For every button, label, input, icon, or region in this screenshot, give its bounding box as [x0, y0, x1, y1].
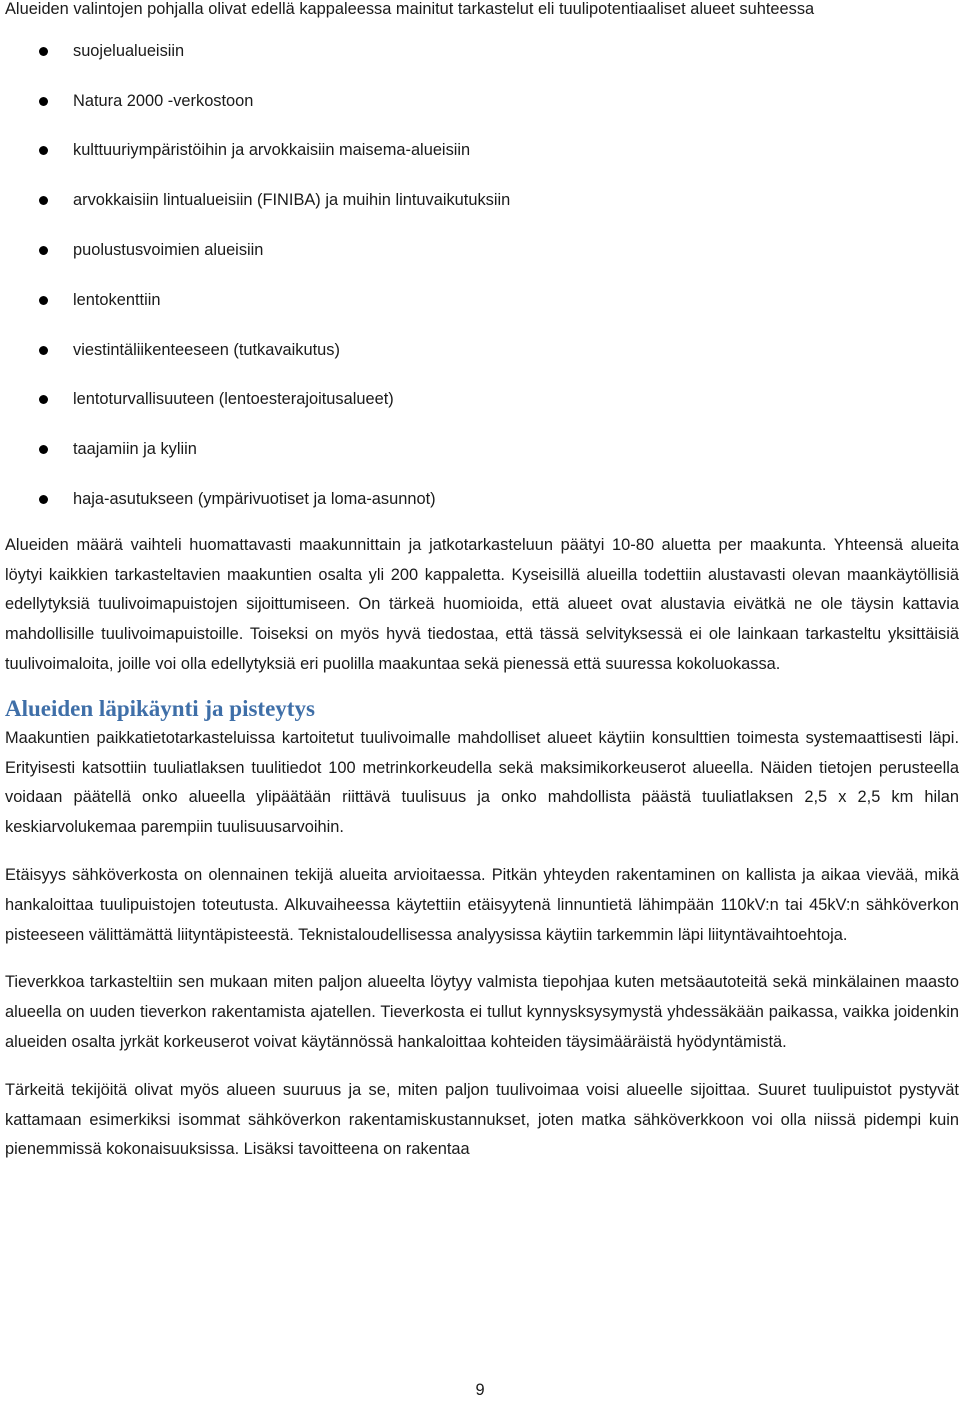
- bullet-icon: [39, 346, 48, 355]
- list-item-label: puolustusvoimien alueisiin: [73, 240, 264, 259]
- list-item-label: haja-asutukseen (ympärivuotiset ja loma-asunnot): [73, 489, 436, 508]
- paragraph-grid-distance: Etäisyys sähköverkosta on olennainen tekijä alueita arvioitaessa. Pitkän yhteyden rakentaminen on kallista ja aikaa vievää, mikä hankaloittaa tuulipuistojen toteutusta. Alkuvaiheessa käytettiin etäisyytenä linnuntietä lähimpään 110kV:n tai 45kV:n sähköverkon pisteeseen välittämättä liityntäpisteestä. Teknistaloudellisessa analyysissa käytiin tarkemmin läpi liityntävaihtoehtoja.: [5, 865, 959, 944]
- list-item: [5, 385, 959, 435]
- list-item: [5, 485, 959, 535]
- document-page: [5, 0, 959, 1165]
- list-item-label: suojelualueisiin: [73, 41, 185, 60]
- list-item: [5, 336, 959, 386]
- list-item: [5, 286, 959, 336]
- list-item-label: viestintäliikenteeseen (tutkavaikutus): [73, 340, 340, 359]
- bullet-icon: [39, 196, 48, 205]
- page-number: 9: [475, 1381, 485, 1399]
- list-item-label: taajamiin ja kyliin: [73, 440, 197, 459]
- list-item: [5, 136, 959, 186]
- list-item: [5, 435, 959, 485]
- list-item-label: lentokenttiin: [73, 290, 161, 309]
- bullet-icon: [39, 97, 48, 106]
- bullet-icon: [39, 296, 48, 305]
- section-heading: Alueiden läpikäynti ja pisteytys: [5, 695, 315, 721]
- paragraph-wind-analysis: Maakuntien paikkatietotarkasteluissa kartoitetut tuulivoimalle mahdolliset alueet käytiin konsulttien toimesta systemaattisesti läpi. Erityisesti katsottiin tuuliatlaksen tuulitiedot 100 metrinkorkeudella sekä maksimikorkeuserot alueella. Näiden tietojen perusteella voidaan päätellä onko alueella ylipäätään riittävä tuulisuus ja onko mahdollista päästä tuuliatlaksen 2,5 x 2,5 km hilan keskiarvolukemaa parempiin tuulisuusarvoihin.: [5, 728, 959, 837]
- bullet-icon: [39, 495, 48, 504]
- intro-paragraph: Alueiden valintojen pohjalla olivat edellä kappaleessa mainitut tarkastelut eli tuulipotentiaaliset alueet suhteessa: [5, 0, 815, 18]
- list-item: [5, 186, 959, 236]
- list-item: [5, 37, 959, 87]
- list-item-label: Natura 2000 -verkostoon: [73, 91, 254, 110]
- paragraph-area-size: Tärkeitä tekijöitä olivat myös alueen suuruus ja se, miten paljon tuulivoimaa voisi alueelle sijoittaa. Suuret tuulipuistot pystyvät kattamaan esimerkiksi isommat sähköverkon rakentamiskustannukset, joten matka sähköverkkoon voi olla niissä pidempi kuin pienemmissä kokonaisuuksissa. Lisäksi tavoitteena on rakentaa: [5, 1080, 959, 1159]
- bullet-icon: [39, 395, 48, 404]
- list-item: [5, 87, 959, 137]
- list-item-label: lentoturvallisuuteen (lentoesterajoitusalueet): [73, 390, 394, 409]
- bullet-icon: [39, 246, 48, 255]
- list-item-label: kulttuuriympäristöihin ja arvokkaisiin maisema-alueisiin: [73, 141, 471, 160]
- list-item: [5, 236, 959, 286]
- bullet-icon: [39, 445, 48, 454]
- list-item-label: arvokkaisiin lintualueisiin (FINIBA) ja muihin lintuvaikutuksiin: [73, 191, 511, 210]
- paragraph-area-count: Alueiden määrä vaihteli huomattavasti maakunnittain ja jatkotarkasteluun päätyi 10-80 aluetta per maakunta. Yhteensä alueita löytyi kaikkien tarkasteltavien maakuntien osalta yli 200 kappaletta. Kyseisillä alueilla todettiin alustavasti olevan maankäytöllisiä edellytyksiä tuulivoimapuistojen sijoittumiseen. On tärkeä huomioida, että alueet ovat alustavia eivätkä ne ole täysin kattavia mahdollisille tuulivoimapuistoille. Toiseksi on myös hyvä tiedostaa, että tässä selvityksessä ei ole lainkaan tarkasteltu yksittäisiä tuulivoimaloita, joille voi olla edellytyksiä eri puolilla maakuntaa sekä pienessä että suuressa kokoluokassa.: [5, 535, 959, 673]
- paragraph-road-network: Tieverkkoa tarkasteltiin sen mukaan miten paljon alueelta löytyy valmista tiepohjaa kuten metsäautoteitä sekä minkälainen maasto alueella on uuden tieverkon rakentamista ajatellen. Tieverkosta ei tullut kynnysksysymystä yhdessäkään paikassa, vaikka joidenkin alueiden osalta jyrkät korkeuserot voivat käytännössä hankaloittaa kohteiden täysimääräistä hyödyntämistä.: [5, 973, 959, 1051]
- bullet-icon: [39, 47, 48, 56]
- criteria-list: [5, 37, 959, 535]
- bullet-icon: [39, 146, 48, 155]
